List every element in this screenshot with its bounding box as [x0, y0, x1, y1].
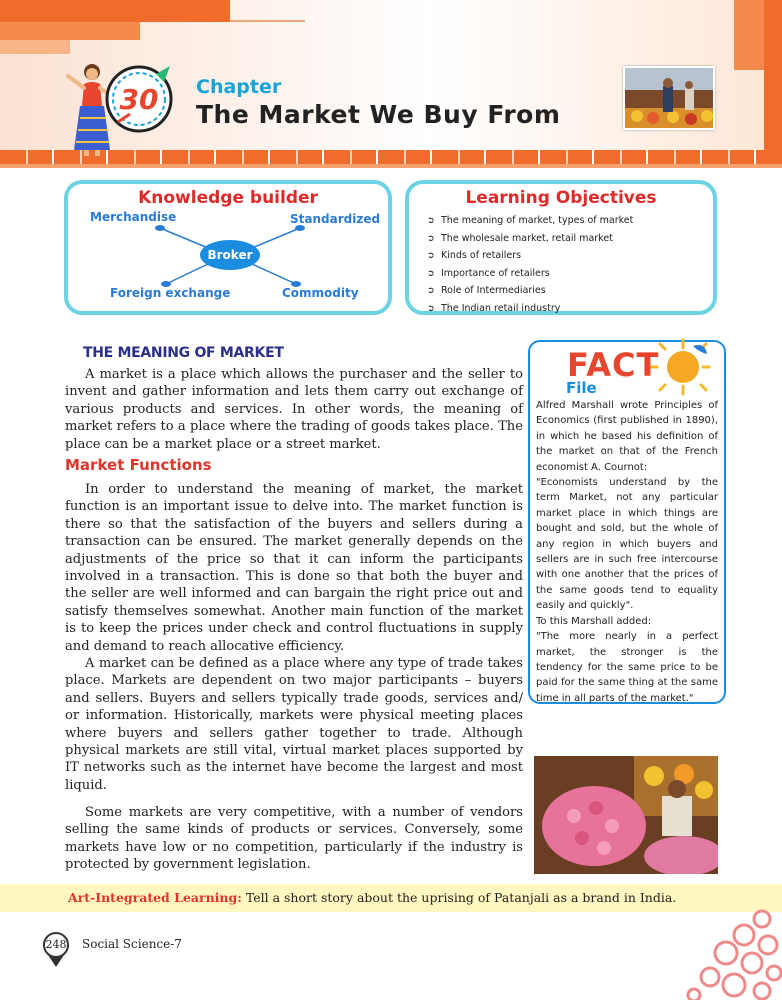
arrow-bullet-icon: ➲ — [427, 286, 435, 296]
flower-vendor-photo — [534, 756, 718, 874]
art-integrated-label: Art-Integrated Learning: — [68, 890, 242, 905]
chapter-number-badge — [104, 64, 174, 134]
paragraph-functions: In order to understand the meaning of market, the market function is an important issue to delve into. The market function is there so that the satisfaction of the buyers and sellers during a transaction can be ensured. The market generally depends on the adjustments of the price so that it can inform the participants involved in a transaction. This is done so that both the buyer and the seller are well informed and can bargain the right price out and satisfy themselves somewhat. Another main function of the market is to keep the prices under check and control fluctuations in supply and demand to reach allocative efficiency. — [65, 482, 523, 654]
chapter-title: The Market We Buy From — [196, 100, 561, 129]
arrow-bullet-icon: ➲ — [427, 303, 435, 314]
paragraph-competition: Some markets are very competitive, with a number of vendors selling the same kinds of products or services. Conversely, some markets have low or no competition, particularly if the industry is protected by government legislation. — [65, 805, 523, 873]
page-number: 248 — [43, 932, 69, 958]
kb-term-standardized: Standardized — [290, 212, 381, 226]
header-stripe — [0, 164, 782, 168]
list-item: ➲ Kinds of retailers — [427, 247, 633, 265]
kb-term-foreign-exchange: Foreign exchange — [110, 286, 231, 300]
fact-paragraph: "The more nearly in a perfect market, the stronger is the tendency for the same price to be paid for the same thing at the same time in all parts of the market." — [536, 631, 718, 704]
kb-term-merchandise: Merchandise — [90, 210, 177, 224]
learning-objectives-box — [405, 180, 717, 315]
fact-paragraph: "Economists understand by the term Market, not any particular market place in which things are bought and sold, but the whole of any region in which buyers and sellers are in such free intercourse with one another that the prices of the same goods tend to equality easily and quickly". — [536, 477, 718, 612]
knowledge-builder-title: Knowledge builder — [138, 188, 318, 208]
arrow-bullet-icon: ➲ — [427, 268, 435, 279]
list-item: ➲ The meaning of market, types of market — [427, 212, 633, 230]
paragraph-definition: A market can be defined as a place where any type of trade takes place. Markets are dependent on two major participants – buyers and sellers. Buyers and sellers typically trade goods, services and/ or information. Historically, markets were physical meeting places where buyers and sellers gather together to trade. Although physical markets are still vital, virtual market places supported by IT networks such as the internet have become the largest and most liquid. — [65, 656, 523, 793]
learning-objectives-list — [427, 212, 633, 317]
fact-title: FACT — [567, 346, 660, 384]
fact-paragraph: To this Marshall added: — [536, 615, 652, 627]
list-item: ➲ The Indian retail industry — [427, 300, 633, 318]
knowledge-builder-box — [64, 180, 392, 315]
header-decor-block — [0, 0, 230, 22]
section-heading: THE MEANING OF MARKET — [83, 345, 284, 361]
paragraph-meaning: A market is a place which allows the purchaser and the seller to invent and gather information and lets them carry out exchange of various products and services. In other words, the meaning of market refers to a place where the trading of goods takes place. The place can be a market place or a street market. — [65, 367, 523, 452]
book-title: Social Science-7 — [82, 937, 182, 951]
fact-subtitle: File — [566, 379, 597, 397]
list-item: ➲ Importance of retailers — [427, 265, 633, 283]
header-decor-block — [764, 0, 782, 150]
kb-term-commodity: Commodity — [282, 286, 359, 300]
learning-objectives-title: Learning Objectives — [465, 188, 657, 208]
list-item: ➲ Role of Intermediaries — [427, 282, 633, 300]
subheading-market-functions: Market Functions — [65, 456, 212, 474]
arrow-bullet-icon: ➲ — [427, 233, 435, 244]
fact-paragraph: Alfred Marshall wrote Principles of Economics (first published in 1890), in which he based his definition of the market on that of the French economist A. Cournot: — [536, 400, 718, 473]
art-integrated-text — [68, 890, 676, 905]
list-item: ➲ The wholesale market, retail market — [427, 230, 633, 248]
header-decor-line — [230, 20, 305, 22]
arrow-bullet-icon: ➲ — [427, 251, 435, 261]
kb-center-broker: Broker — [200, 240, 260, 270]
chapter-number: 30 — [119, 83, 159, 116]
art-integrated-task: Tell a short story about the uprising of Patanjali as a brand in India. — [245, 890, 677, 905]
fact-body — [536, 398, 718, 706]
header-decor-block — [0, 22, 140, 40]
arrow-bullet-icon: ➲ — [427, 216, 435, 226]
chapter-label: Chapter — [196, 76, 282, 98]
decorative-circles — [670, 905, 782, 1000]
header-decor-block — [0, 40, 70, 54]
header-decor-block — [734, 0, 764, 70]
market-photo — [623, 66, 715, 130]
